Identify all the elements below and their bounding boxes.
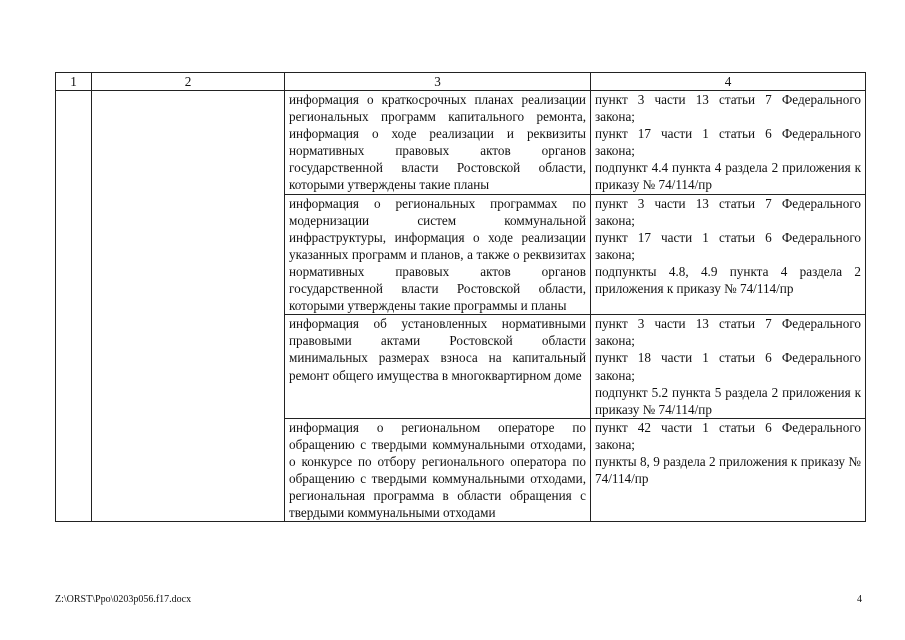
table-header-row [56, 73, 866, 91]
requirements-table [55, 72, 866, 522]
ref-item: подпункт 5.2 пункта 5 раздела 2 приложения к приказу № 74/114/пр [595, 384, 861, 417]
footer-file-path: Z:\ORST\Ppo\0203p056.f17.docx [55, 594, 192, 605]
ref-item: подпункты 4.8, 4.9 пункта 4 раздела 2 приложения к приказу № 74/114/пр [595, 263, 861, 297]
column-header-1: 1 [56, 73, 92, 91]
info-text: информация об установленных нормативными правовыми актами Ростовской области минимальных размерах взноса на капитальный ремонт общего имущества в многоквартирном доме [289, 316, 586, 383]
info-cell [285, 315, 591, 419]
refs-cell [591, 91, 866, 195]
info-text: информация о краткосрочных планах реализации региональных программ капитального ремонта, информация о ходе реализации и реквизиты нормативных правовых актов органов государственной власти Ростовской области, которыми утверждены такие планы [289, 92, 586, 193]
info-text: информация о региональном операторе по обращению с твердыми коммунальными отходами, о конкурсе по отбору регионального оператора по обращению с твердыми коммунальными отходами, региональная программа в области обращения с твердыми коммунальными отходами [289, 419, 586, 521]
ref-item: пункт 3 части 13 статьи 7 Федерального закона; [595, 316, 861, 349]
ref-item: пункт 18 части 1 статьи 6 Федерального закона; [595, 350, 861, 383]
info-cell [285, 194, 591, 315]
cell-col2-empty [92, 91, 285, 522]
column-header-4: 4 [591, 73, 866, 91]
table-row [56, 91, 866, 195]
refs-cell [591, 418, 866, 522]
ref-item: пункты 8, 9 раздела 2 приложения к приказу № 74/114/пр [595, 453, 861, 487]
ref-item: пункт 3 части 13 статьи 7 Федерального закона; [595, 195, 861, 228]
ref-item: пункт 17 части 1 статьи 6 Федерального закона; [595, 229, 861, 262]
info-cell [285, 418, 591, 522]
info-text: информация о региональных программах по модернизации систем коммунальной инфраструктуры, информация о ходе реализации указанных программ и планов, а также о реквизитах нормативных правовых актов органов государственной власти Ростовской области, которыми утверждены такие программы и планы [289, 195, 586, 314]
footer-page-number: 4 [857, 594, 862, 605]
cell-col1-empty [56, 91, 92, 522]
ref-item: пункт 42 части 1 статьи 6 Федерального закона; [595, 419, 861, 452]
ref-item: подпункт 4.4 пункта 4 раздела 2 приложения к приказу № 74/114/пр [595, 160, 861, 193]
column-header-2: 2 [92, 73, 285, 91]
refs-cell [591, 194, 866, 315]
column-header-3: 3 [285, 73, 591, 91]
refs-cell [591, 315, 866, 419]
info-cell [285, 91, 591, 195]
ref-item: пункт 17 части 1 статьи 6 Федерального закона; [595, 126, 861, 159]
ref-item: пункт 3 части 13 статьи 7 Федерального закона; [595, 92, 861, 125]
